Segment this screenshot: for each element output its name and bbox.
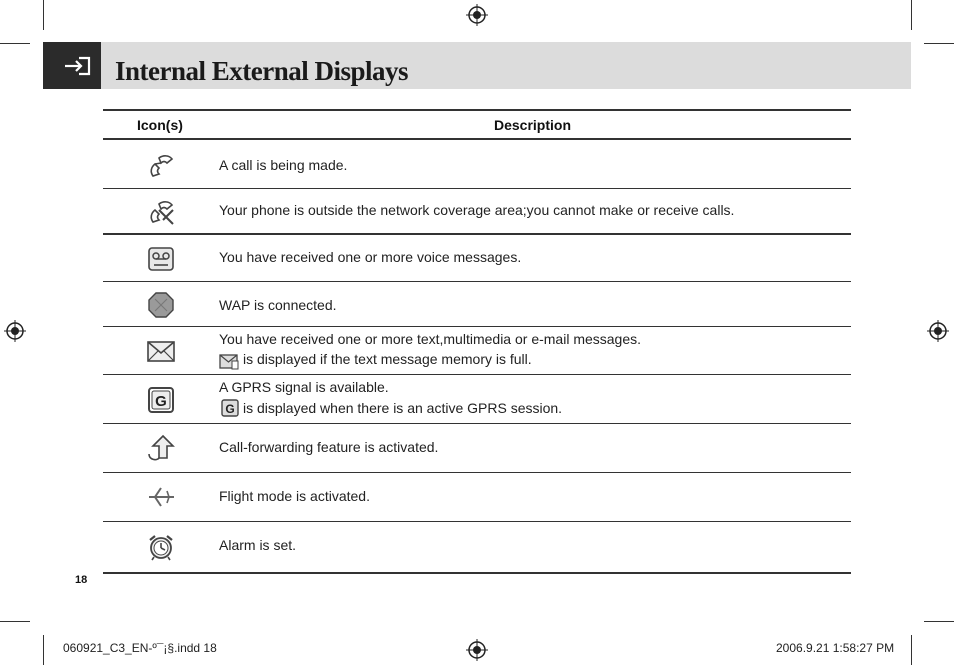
flight-mode-icon xyxy=(147,483,175,511)
message-envelope-icon xyxy=(147,337,175,365)
row-description: You have received one or more voice messages. xyxy=(219,249,522,265)
crop-mark xyxy=(43,0,44,30)
gprs-icon xyxy=(147,386,175,414)
row-description: You have received one or more text,multimedia or e-mail messages. xyxy=(219,331,642,347)
svg-text:G: G xyxy=(225,402,235,416)
row-description: Alarm is set. xyxy=(219,537,297,553)
row-divider xyxy=(103,472,851,473)
alarm-clock-icon xyxy=(147,533,175,561)
table-header-rule xyxy=(103,138,851,140)
crop-mark xyxy=(0,621,30,622)
crop-mark xyxy=(911,635,912,665)
registration-mark-icon xyxy=(927,320,949,342)
crop-mark xyxy=(43,635,44,665)
crop-mark xyxy=(924,621,954,622)
page-title: Internal External Displays xyxy=(115,56,409,86)
message-memory-full-icon xyxy=(219,352,239,370)
svg-text:G: G xyxy=(155,393,167,410)
row-divider xyxy=(103,326,851,327)
registration-mark-icon xyxy=(4,320,26,342)
row-divider xyxy=(103,374,851,375)
row-description: Call-forwarding feature is activated. xyxy=(219,439,439,455)
header-tab xyxy=(43,42,101,89)
section-enter-icon xyxy=(43,42,101,89)
row-divider xyxy=(103,423,851,424)
column-header-description: Description xyxy=(494,117,572,133)
call-forward-icon xyxy=(147,434,175,462)
row-description: Your phone is outside the network coverage area;you cannot make or receive calls. xyxy=(219,202,735,218)
row-sub-description: is displayed when there is an active GPRS session. xyxy=(243,400,563,416)
registration-mark-icon xyxy=(466,639,488,661)
row-divider xyxy=(103,188,851,189)
crop-mark xyxy=(911,0,912,30)
gprs-active-icon xyxy=(221,399,239,417)
row-divider xyxy=(103,281,851,282)
table-top-rule xyxy=(103,109,851,111)
column-header-icons: Icon(s) xyxy=(137,117,183,133)
crop-mark xyxy=(924,43,954,44)
row-description: A call is being made. xyxy=(219,157,348,173)
row-description: Flight mode is activated. xyxy=(219,488,370,504)
page-number: 18 xyxy=(75,574,88,586)
wap-connected-icon xyxy=(147,291,175,319)
registration-mark-icon xyxy=(466,4,488,26)
crop-mark xyxy=(0,43,30,44)
table-bottom-rule xyxy=(103,572,851,574)
row-sub-description: is displayed if the text message memory is full. xyxy=(243,351,532,367)
row-description: A GPRS signal is available. xyxy=(219,379,389,395)
no-network-icon xyxy=(147,198,175,226)
row-divider xyxy=(103,521,851,522)
footer-timestamp: 2006.9.21 1:58:27 PM xyxy=(776,641,895,655)
row-divider xyxy=(103,233,851,235)
voicemail-icon xyxy=(147,245,175,273)
footer-file-info: 060921_C3_EN-º¯¡§.indd 18 xyxy=(63,641,217,655)
row-description: WAP is connected. xyxy=(219,297,337,313)
call-in-progress-icon xyxy=(147,152,175,180)
